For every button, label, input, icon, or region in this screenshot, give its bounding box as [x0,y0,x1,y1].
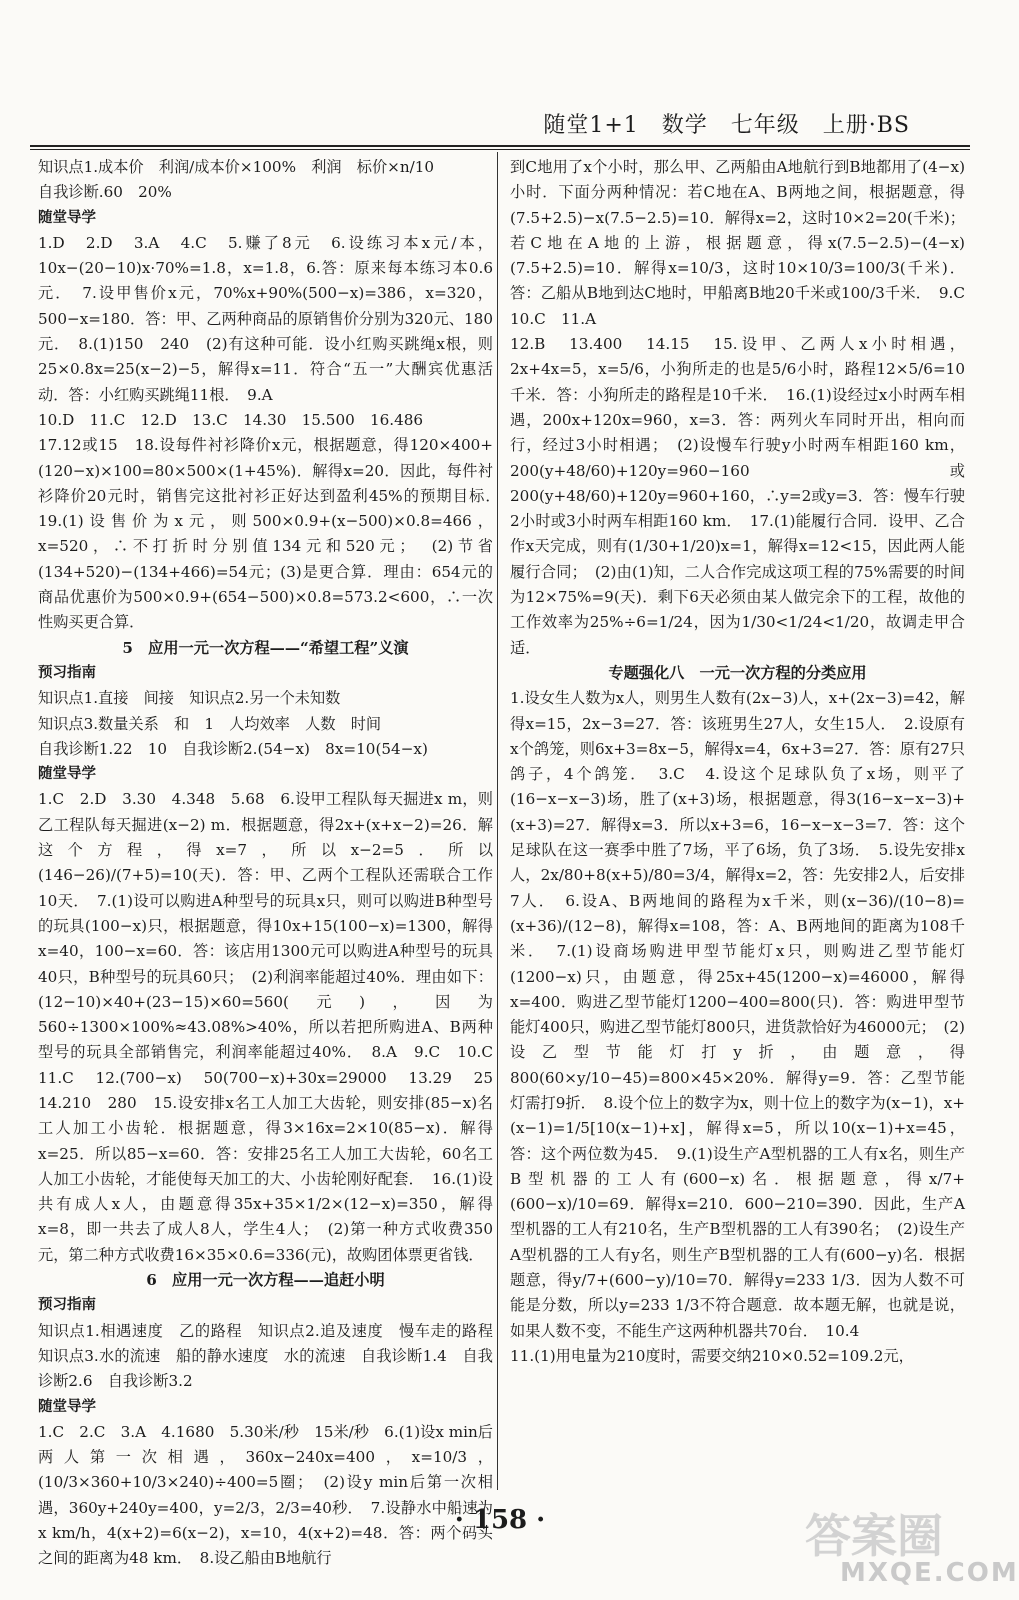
watermark-text: 答案圈 [805,1509,943,1563]
section-title: 6 应用一元一次方程——追赶小明 [146,1271,385,1290]
answer-paragraph: 11.(1)用电量为210度时，需要交纳210×0.52=109.2元， [510,1346,914,1365]
header-rule [30,145,970,147]
column-divider [497,152,498,1490]
answer-paragraph: 知识点1.成本价 利润/成本价×100% 利润 标价×n/10 [38,158,435,176]
section-subheading: 预习指南 [38,1297,96,1314]
page-header: 随堂1+1 数学 七年级 上册·BS [543,113,910,138]
answer-paragraph: 10.D 11.C 12.D 13.C 14.30 15.500 16.486 [38,410,424,429]
answer-paragraph: 知识点3.数量关系 和 1 人均效率 人数 时间 [38,714,382,733]
answer-paragraph: 1.设女生人数为x人，则男生人数有(2x−3)人，x+(2x−3)=42，解得x=15，2x−3=27．答：该班男生27人，女生15人． 2.设原有x个鸽笼，则6x+3=8x−5，解得x=4，6x+3=27．答：原有27只鸽子，4个鸽笼． 3.C 4.设这个足球队负了x场，则平了(16−x−x−3)场，胜了(x+3)场，根据题意，得3(16−x−x−3)+(x+3)=27．解得x=3．所以x+3=6，16−x−x−3=7．答：这个足球队在这一赛季中胜了7场，平了6场，负了3场． 5.设先安排x人，2x/80+8(x+5)/80=3/4，解得x=2，答：先安排2人，后安排7人． 6.设A、B两地间的路程为x千米，则(x−36)/(10−8)=(x+36)/(12−8)，解得x=108，答：A、B两地间的距离为108千米． 7.(1)设商场购进甲型节能灯x只，则购进乙型节能灯(1200−x)只，由题意，得25x+45(1200−x)=46000，解得x=400．购进乙型节能灯1200−400=800(只)．答：购进甲型节能灯400只，购进乙型节能灯800只，进货款恰好为46000元； (2)设乙型节能灯打y折，由题意，得800(60×y/10−45)=800×45×20%．解得y=9．答：乙型节能灯需打9折． 8.设个位上的数字为x，则十位上的数字为(x−1)，x+(x−1)=1/5[10(x−1)+x]，解得x=5，所以10(x−1)+x=45，答：这个两位数为45． 9.(1)设生产A型机器的工人有x名，则生产B型机器的工人有(600−x)名．根据题意，得x/7+(600−x)/10=69．解得x=210．600−210=390．因此，生产A型机器的工人有210名，生产B型机器的工人有390名； (2)设生产A型机器的工人有y名，则生产B型机器的工人有(600−y)名．根据题意，得y/7+(600−y)/10=70．解得y=233 1/3．因为人数不可能是分数，所以y=233 1/3不符合题意．故本题无解，也就是说，如果人数不变，不能生产这两种机器共70台． 10.4 [510,689,965,1340]
watermark-logo [800,1500,1019,1595]
answer-paragraph: 1.C 2.C 3.A 4.1680 5.30米/秒 15米/秒 6.(1)设x min后两人第一次相遇，360x−240x=400，x=10/3，(10/3×360+10/3×240)÷400=5圈； (2)设y min后第一次相遇，360y+240y=400，y=2/3，2/3=40秒． 7.设静水中船速为x km/h，4(x+2)=6(x−2)，x=10，4(x+2)=48．答：两个码头之间的距离为48 km． 8.设乙船由B地航行 [38,1422,493,1568]
section-subheading: 随堂导学 [38,766,96,783]
answer-paragraph: 知识点1.直接 间接 知识点2.另一个未知数 [38,689,341,708]
header-rule-thin [30,149,970,150]
answer-paragraph: 自我诊断.60 20% [38,183,172,202]
answer-paragraph: 1.D 2.D 3.A 4.C 5.赚了8元 6.设练习本x元/本，10x−(20−10)x·70%=1.8，x=1.8，6.答：原来每本练习本0.6元． 7.设甲售价x元，70%x+90%(500−x)=386，x=320，500−x=180．答：甲、乙两种商品的原销售价分别为320元、180元． 8.(1)150 240 (2)有这种可能．设小红购买跳绳x根，则25×0.8x=25(x−2)−5，解得x=11．符合“五一”大酬宾优惠活动．答：小红购买跳绳11根． 9.A [38,233,493,404]
section-subheading: 随堂导学 [38,209,96,226]
answer-paragraph: 12.B 13.400 14.15 15.设甲、乙两人x小时相遇，2x+4x=5，x=5/6，小狗所走的也是5/6小时，路程12×5/6=10千米．答：小狗所走的路程是10千米． 16.(1)设经过x小时两车相遇，200x+120x=960，x=3．答：两列火车同时开出，相向而行，经过3小时相遇； (2)设慢车行驶y小时两车相距160 km，200(y+48/60)+120y=960−160或200(y+48/60)+120y=960+160，∴y=2或y=3．答：慢车行驶2小时或3小时两车相距160 km． 17.(1)能履行合同．设甲、乙合作x天完成，则有(1/30+1/20)x=1，解得x=12<15，因此两人能履行合同； (2)由(1)知，二人合作完成这项工程的75%需要的时间为12×75%=9(天)．剩下6天必须由某人做完余下的工程，故他的工作效率为25%÷6=1/24，因为1/30<1/24<1/20，故调走甲合适． [510,335,965,657]
page-number: · 158 · [454,1505,546,1535]
answer-paragraph: 17.12或15 18.设每件衬衫降价x元，根据题意，得120×400+(120−x)×100=80×500×(1+45%)．解得x=20．因此，每件衬衫降价20元时，销售完这批衬衫正好达到盈利45%的预期目标． 19.(1)设售价为x元，则500×0.9+(x−500)×0.8=466，x=520，∴不打折时分别值134元和520元； (2)节省(134+520)−(134+466)=54元；(3)是更合算．理由：654元的商品优惠价为500×0.9+(654−500)×0.8=573.2<600，∴一次性购买更合算． [38,436,509,632]
answer-paragraph: 到C地用了x个小时，那么甲、乙两船由A地航行到B地都用了(4−x)小时．下面分两种情况：若C地在A、B两地之间，根据题意，得(7.5+2.5)−x(7.5−2.5)=10．解得x=2，这时10×2=20(千米)；若C地在A地的上游，根据题意，得x(7.5−2.5)−(4−x)(7.5+2.5)=10．解得x=10/3，这时10×10/3=100/3(千米)．答：乙船从B地到达C地时，甲船离B地20千米或100/3千米． 9.C 10.C 11.A [510,158,981,328]
answer-paragraph: 自我诊断1.22 10 自我诊断2.(54−x) 8x=10(54−x) [38,739,428,758]
watermark-url: MXQE.COM [840,1558,1019,1588]
section-title: 专题强化八 一元一次方程的分类应用 [608,663,867,682]
answer-paragraph: 1.C 2.D 3.30 4.348 5.68 6.设甲工程队每天掘进x m，则乙工程队每天掘进(x−2) m．根据题意，得2x+(x+x−2)=26．解这个方程，得x=7，所以x−2=5．所以(146−26)/(7+5)=10(天)．答：甲、乙两个工程队还需联合工作10天． 7.(1)设可以购进A种型号的玩具x只，则可以购进B种型号的玩具(100−x)只，根据题意，得10x+15(100−x)=1300，解得x=40，100−x=60．答：该店用1300元可以购进A种型号的玩具40只，B种型号的玩具60只； (2)利润率能超过40%．理由如下：(12−10)×40+(23−15)×60=560(元)，因为560÷1300×100%≈43.08%>40%，所以若把所购进A、B两种型号的玩具全部销售完，利润率能超过40%． 8.A 9.C 10.C 11.C 12.(700−x) 50(700−x)+30x=29000 13.29 25 14.210 280 15.设安排x名工人加工大齿轮，则安排(85−x)名工人加工小齿轮．根据题意，得3×16x=2×10(85−x)．解得x=25．所以85−x=60．答：安排25名工人加工大齿轮，60名工人加工小齿轮，才能使每天加工的大、小齿轮刚好配套． 16.(1)设共有成人x人，由题意得35x+35×1/2×(12−x)=350，解得x=8，即一共去了成人8人，学生4人； (2)第一种方式收费350元，第二种方式收费16×35×0.6=336(元)，故购团体票更省钱． [38,790,509,1264]
answer-paragraph: 知识点1.相遇速度 乙的路程 知识点2.追及速度 慢车走的路程 知识点3.水的流速 船的静水速度 水的流速 自我诊断1.4 自我诊断2.6 自我诊断3.2 [38,1321,509,1391]
section-subheading: 预习指南 [38,664,96,681]
section-subheading: 随堂导学 [38,1398,96,1415]
right-column [510,155,981,1490]
section-title: 5 应用一元一次方程——“希望工程”义演 [122,638,409,657]
